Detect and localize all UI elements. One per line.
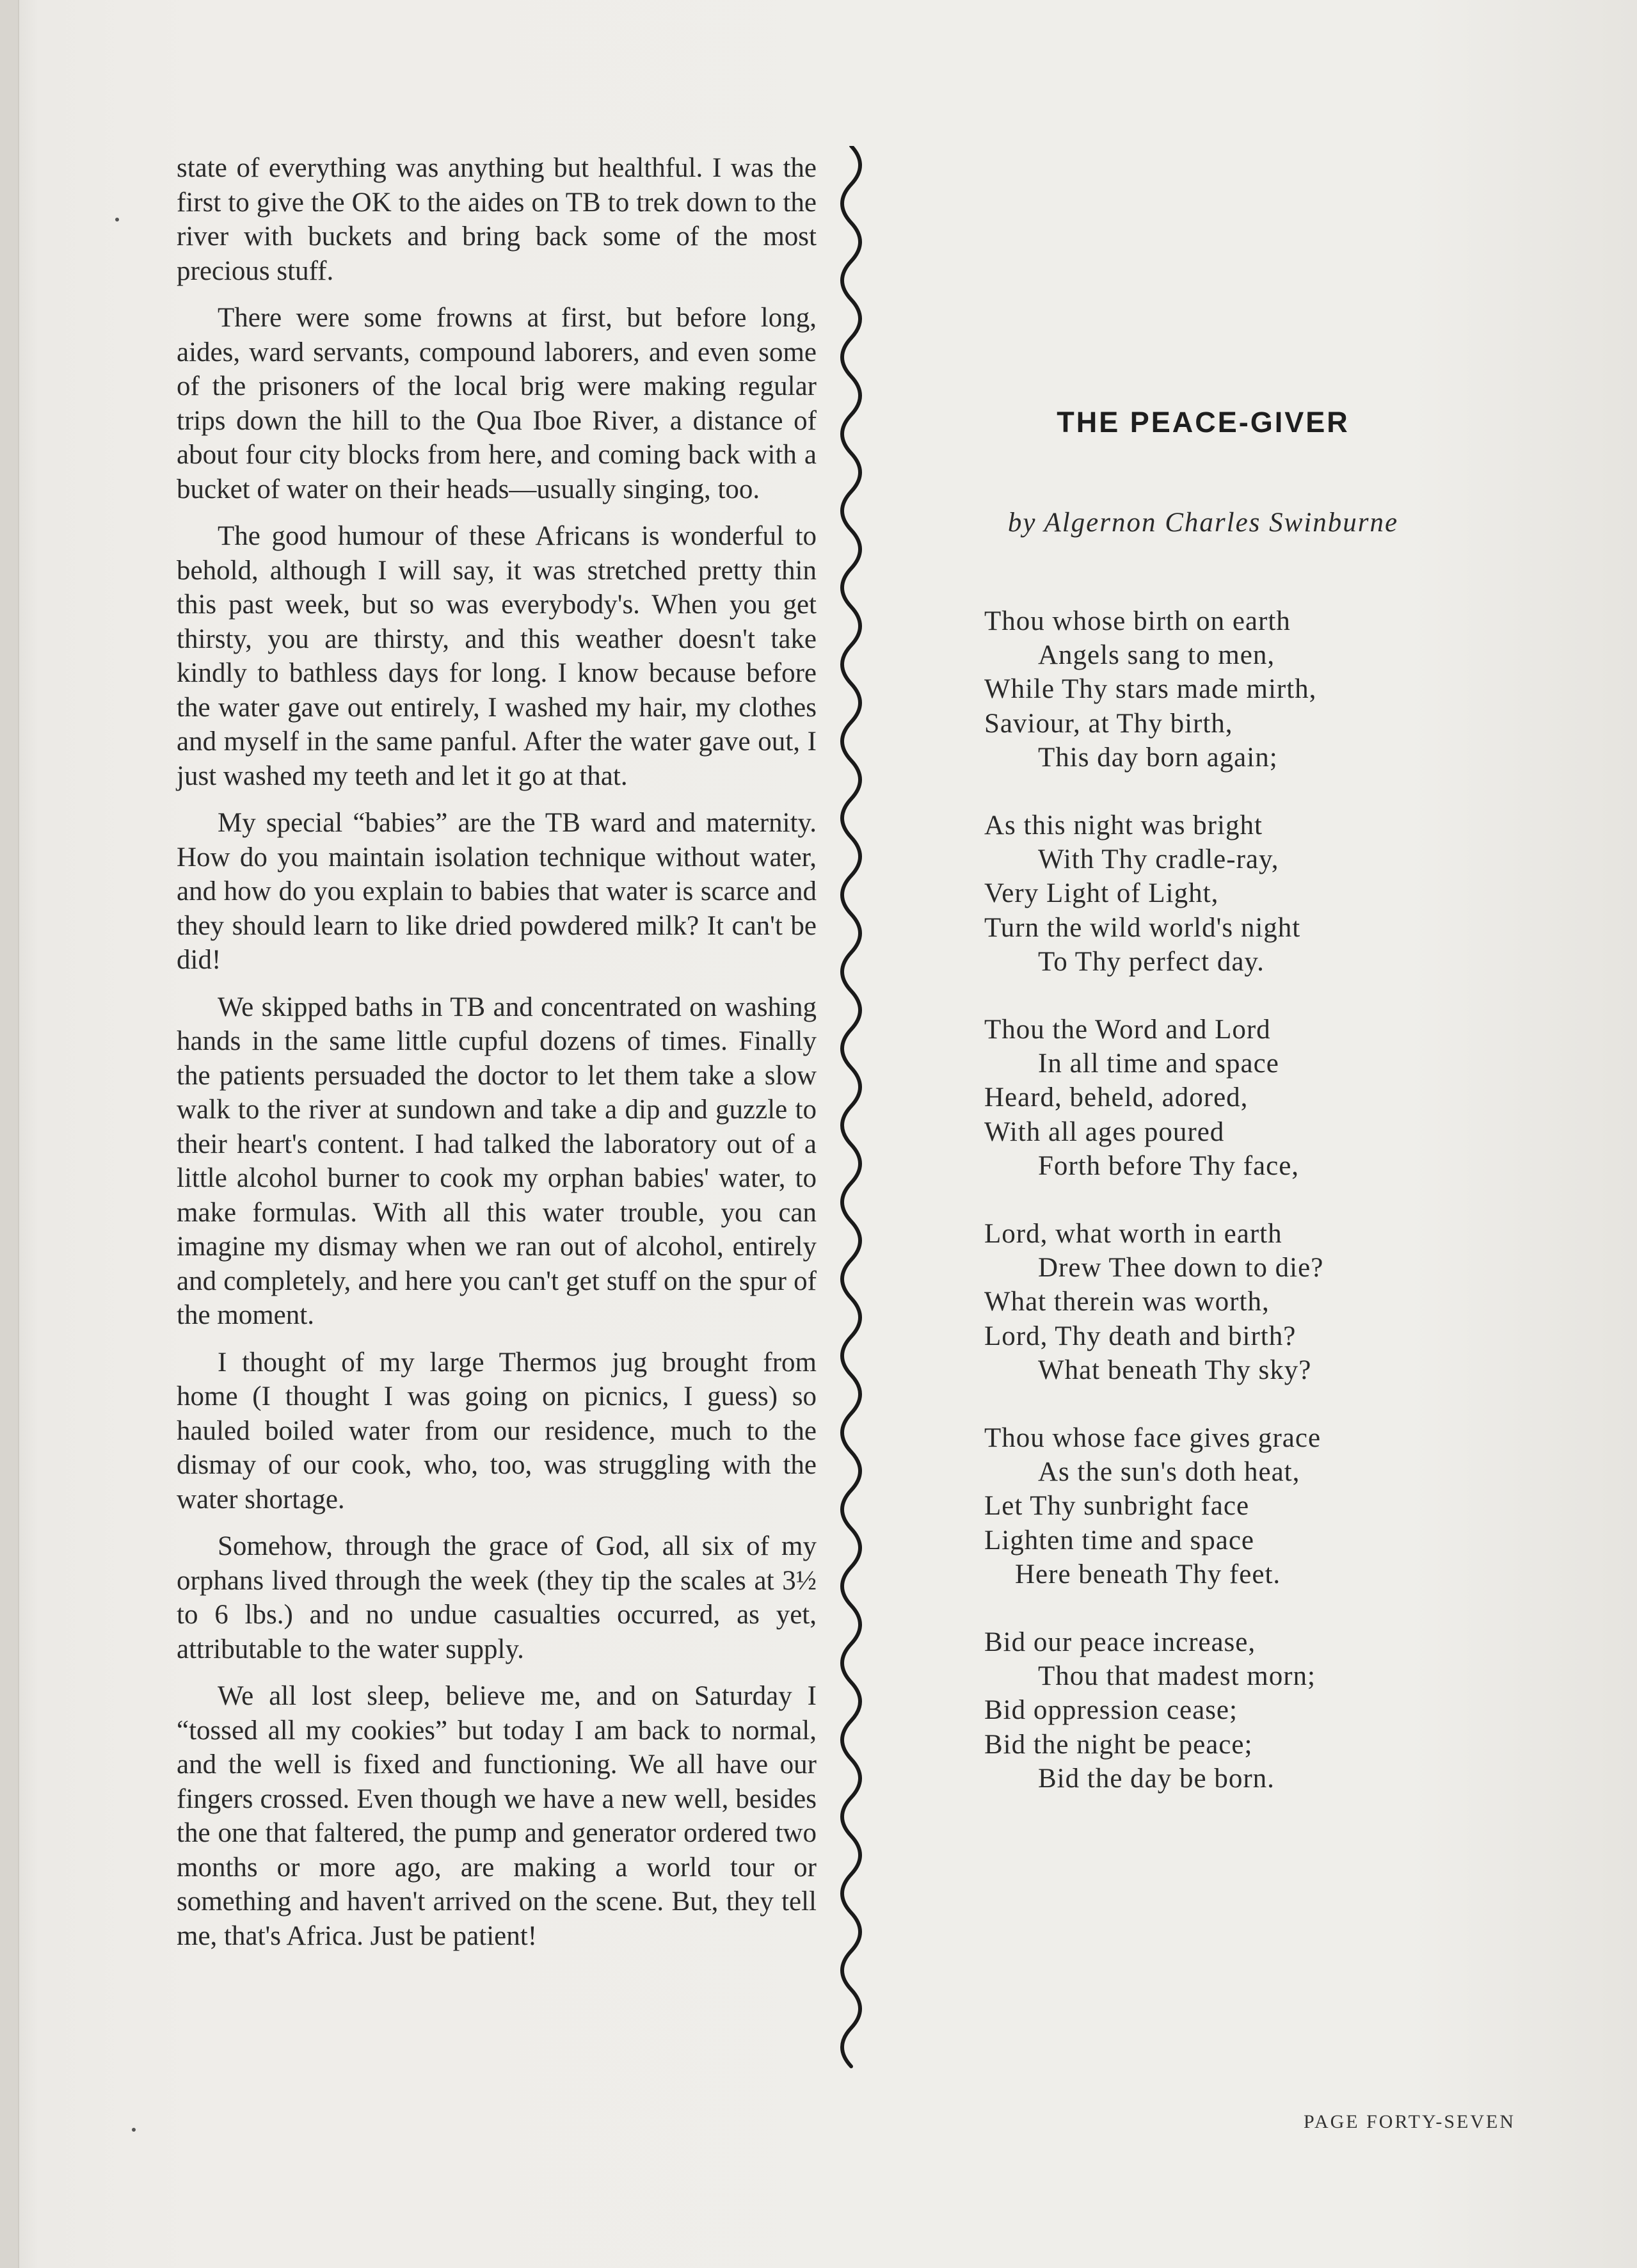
poem-line: Lighten time and space <box>984 1525 1254 1556</box>
paper-speck <box>132 2128 136 2132</box>
poem-stanza <box>984 1217 1445 1387</box>
torn-page-edge <box>0 0 19 2268</box>
article-paragraph: I thought of my large Thermos jug brought from home (I thought I was going on picnics, I guess) so hauled boiled water from our residence, much to the dismay of our cook, who, too, was struggling with the water shortage. <box>177 1347 817 1515</box>
poem-line: Thou that madest morn; <box>1038 1661 1316 1692</box>
poem-title: THE PEACE-GIVER <box>1057 406 1350 438</box>
poem-stanza <box>984 1013 1445 1183</box>
article-paragraph: state of everything was anything but healthful. I was the first to give the OK to the aides on TB to trek down to the river with buckets and bring back some of the most precious stuff. <box>177 153 817 286</box>
page-number: PAGE FORTY-SEVEN <box>1304 2111 1515 2132</box>
poem-line: Here beneath Thy feet. <box>1015 1559 1281 1589</box>
poem-line: Very Light of Light, <box>984 878 1219 909</box>
poem-stanza <box>984 604 1445 775</box>
poem-line: Let Thy sunbright face <box>984 1491 1250 1522</box>
poem-line: Thou the Word and Lord <box>984 1015 1271 1045</box>
poem-line: Lord, Thy death and birth? <box>984 1321 1297 1351</box>
poem-line: Angels sang to men, <box>1038 640 1275 671</box>
paper-speck <box>115 218 119 221</box>
poem-line: Thou whose face gives grace <box>984 1423 1322 1454</box>
poem-line: Heard, beheld, adored, <box>984 1082 1249 1113</box>
poem-line: Drew Thee down to die? <box>1038 1253 1324 1283</box>
poem-line: Bid oppression cease; <box>984 1695 1238 1726</box>
poem-stanza <box>984 1421 1445 1591</box>
article-paragraph: There were some frowns at first, but before long, aides, ward servants, compound laborers, and even some of the prisoners of the local brig were making regular trips down the hill to the Qua Iboe River, a distance of about four city blocks from here, and coming back with a bucket of water on their heads—usually singing, too. <box>177 303 817 504</box>
poem-line: What therein was worth, <box>984 1287 1270 1317</box>
poem-line: In all time and space <box>1038 1049 1279 1079</box>
article-column <box>177 151 817 1966</box>
poem-stanza <box>984 1625 1445 1796</box>
article-paragraph: We skipped baths in TB and concentrated on washing hands in the same little cupful dozens of times. Finally the patients persuaded the doctor to let them take a slow walk to the river at sundown and take a dip and guzzle to their heart's content. I had talked the laboratory out of a little alcohol burner to cook my orphan babies' water, to make formulas. With all this water trouble, you can imagine my dismay when we ran out of alcohol, entirely and completely, and here you can't get stuff on the spur of the moment. <box>177 992 817 1330</box>
article-paragraph: Somehow, through the grace of God, all six of my orphans lived through the week (they tip the scales at 3½ to 6 lbs.) and no undue casualties occurred, as yet, attributable to the water supply. <box>177 1531 817 1664</box>
poem-line: This day born again; <box>1038 742 1278 773</box>
article-paragraph: We all lost sleep, believe me, and on Saturday I “tossed all my cookies” but today I am back to normal, and the well is fixed and functioning. We all have our fingers crossed. Even though we have a new well, besides the one that faltered, the pump and generator ordered two months or more ago, are making a world tour or something and haven't arrived on the scene. But, they tell me, that's Africa. Just be patient! <box>177 1681 817 1951</box>
wavy-column-divider <box>826 146 877 2092</box>
poem-stanza <box>984 808 1445 979</box>
poem-line: Forth before Thy face, <box>1038 1150 1300 1181</box>
poem-line: While Thy stars made mirth, <box>984 674 1317 705</box>
poem-body <box>984 604 1445 1830</box>
article-paragraph: The good humour of these Africans is wonderful to behold, although I will say, it was stretched pretty thin this past week, but so was everybody's. When you get thirsty, you are thirsty, and this weather doesn't take kindly to bathless days for long. I know because before the water gave out entirely, I washed my hair, my clothes and myself in the same panful. After the water gave out, I just washed my teeth and let it go at that. <box>177 521 817 791</box>
article-paragraph: My special “babies” are the TB ward and maternity. How do you maintain isolation technique without water, and how do you explain to babies that water is scarce and they should learn to like dried powdered milk? It can't be did! <box>177 808 817 975</box>
poem-line: As this night was bright <box>984 810 1263 841</box>
poem-author: by Algernon Charles Swinburne <box>1007 508 1399 538</box>
poem-line: As the sun's doth heat, <box>1038 1457 1300 1488</box>
poem-line: To Thy perfect day. <box>1038 946 1265 977</box>
poem-line: Bid the day be born. <box>1038 1763 1275 1794</box>
poem-line: Bid the night be peace; <box>984 1729 1253 1760</box>
poem-line: What beneath Thy sky? <box>1038 1355 1312 1385</box>
poem-line: With all ages poured <box>984 1116 1225 1147</box>
poem-line: With Thy cradle-ray, <box>1038 844 1279 875</box>
poem-line: Lord, what worth in earth <box>984 1219 1282 1250</box>
poem-line: Bid our peace increase, <box>984 1627 1256 1658</box>
poem-line: Saviour, at Thy birth, <box>984 708 1233 739</box>
poem-line: Turn the wild world's night <box>984 912 1301 943</box>
poem-line: Thou whose birth on earth <box>984 606 1291 636</box>
